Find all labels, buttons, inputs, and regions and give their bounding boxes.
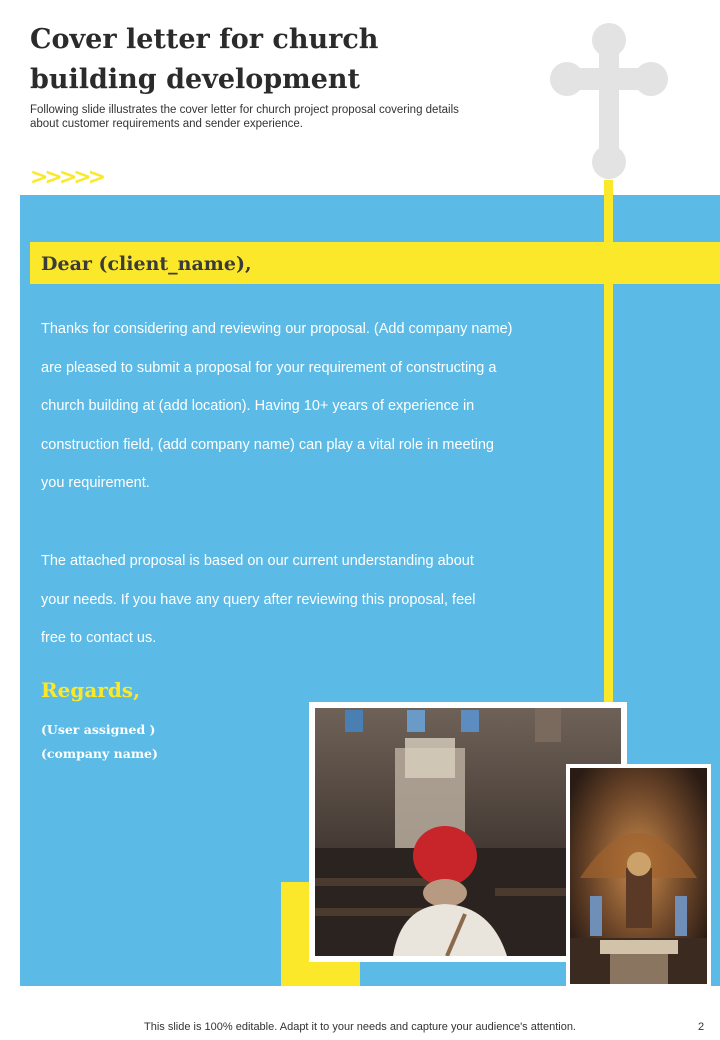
closing: Regards, (41, 678, 141, 702)
signer-name: (User assigned ) (41, 722, 156, 737)
signer-company: (company name) (41, 746, 158, 761)
letter-paragraph-2: The attached proposal is based on our current understanding about your needs. If you have any query after reviewing this proposal, feel free to contact us. (41, 553, 476, 646)
page-subtitle: Following slide illustrates the cover letter for church project proposal covering details about customer requirements and sender experience. (30, 104, 459, 130)
church-altar-image (570, 768, 707, 984)
page-title: Cover letter for church building development (30, 24, 379, 95)
chevrons-decoration: >>>>> (30, 165, 103, 190)
greeting: Dear (client_name), (41, 253, 252, 275)
cross-icon (548, 22, 670, 182)
page-number: 2 (698, 1021, 705, 1033)
letter-paragraph-1: Thanks for considering and reviewing our proposal. (Add company name) are pleased to submit a proposal for your requirement of constructing a church building at (add location). Having 10+ years of experience in construction field, (add company name) can play a vital role in meeting you requirement. (41, 321, 513, 491)
footer-note: This slide is 100% editable. Adapt it to your needs and capture your audience's attention. (144, 1021, 576, 1033)
greeting-bar (30, 242, 720, 284)
church-altar-photo (566, 764, 711, 988)
